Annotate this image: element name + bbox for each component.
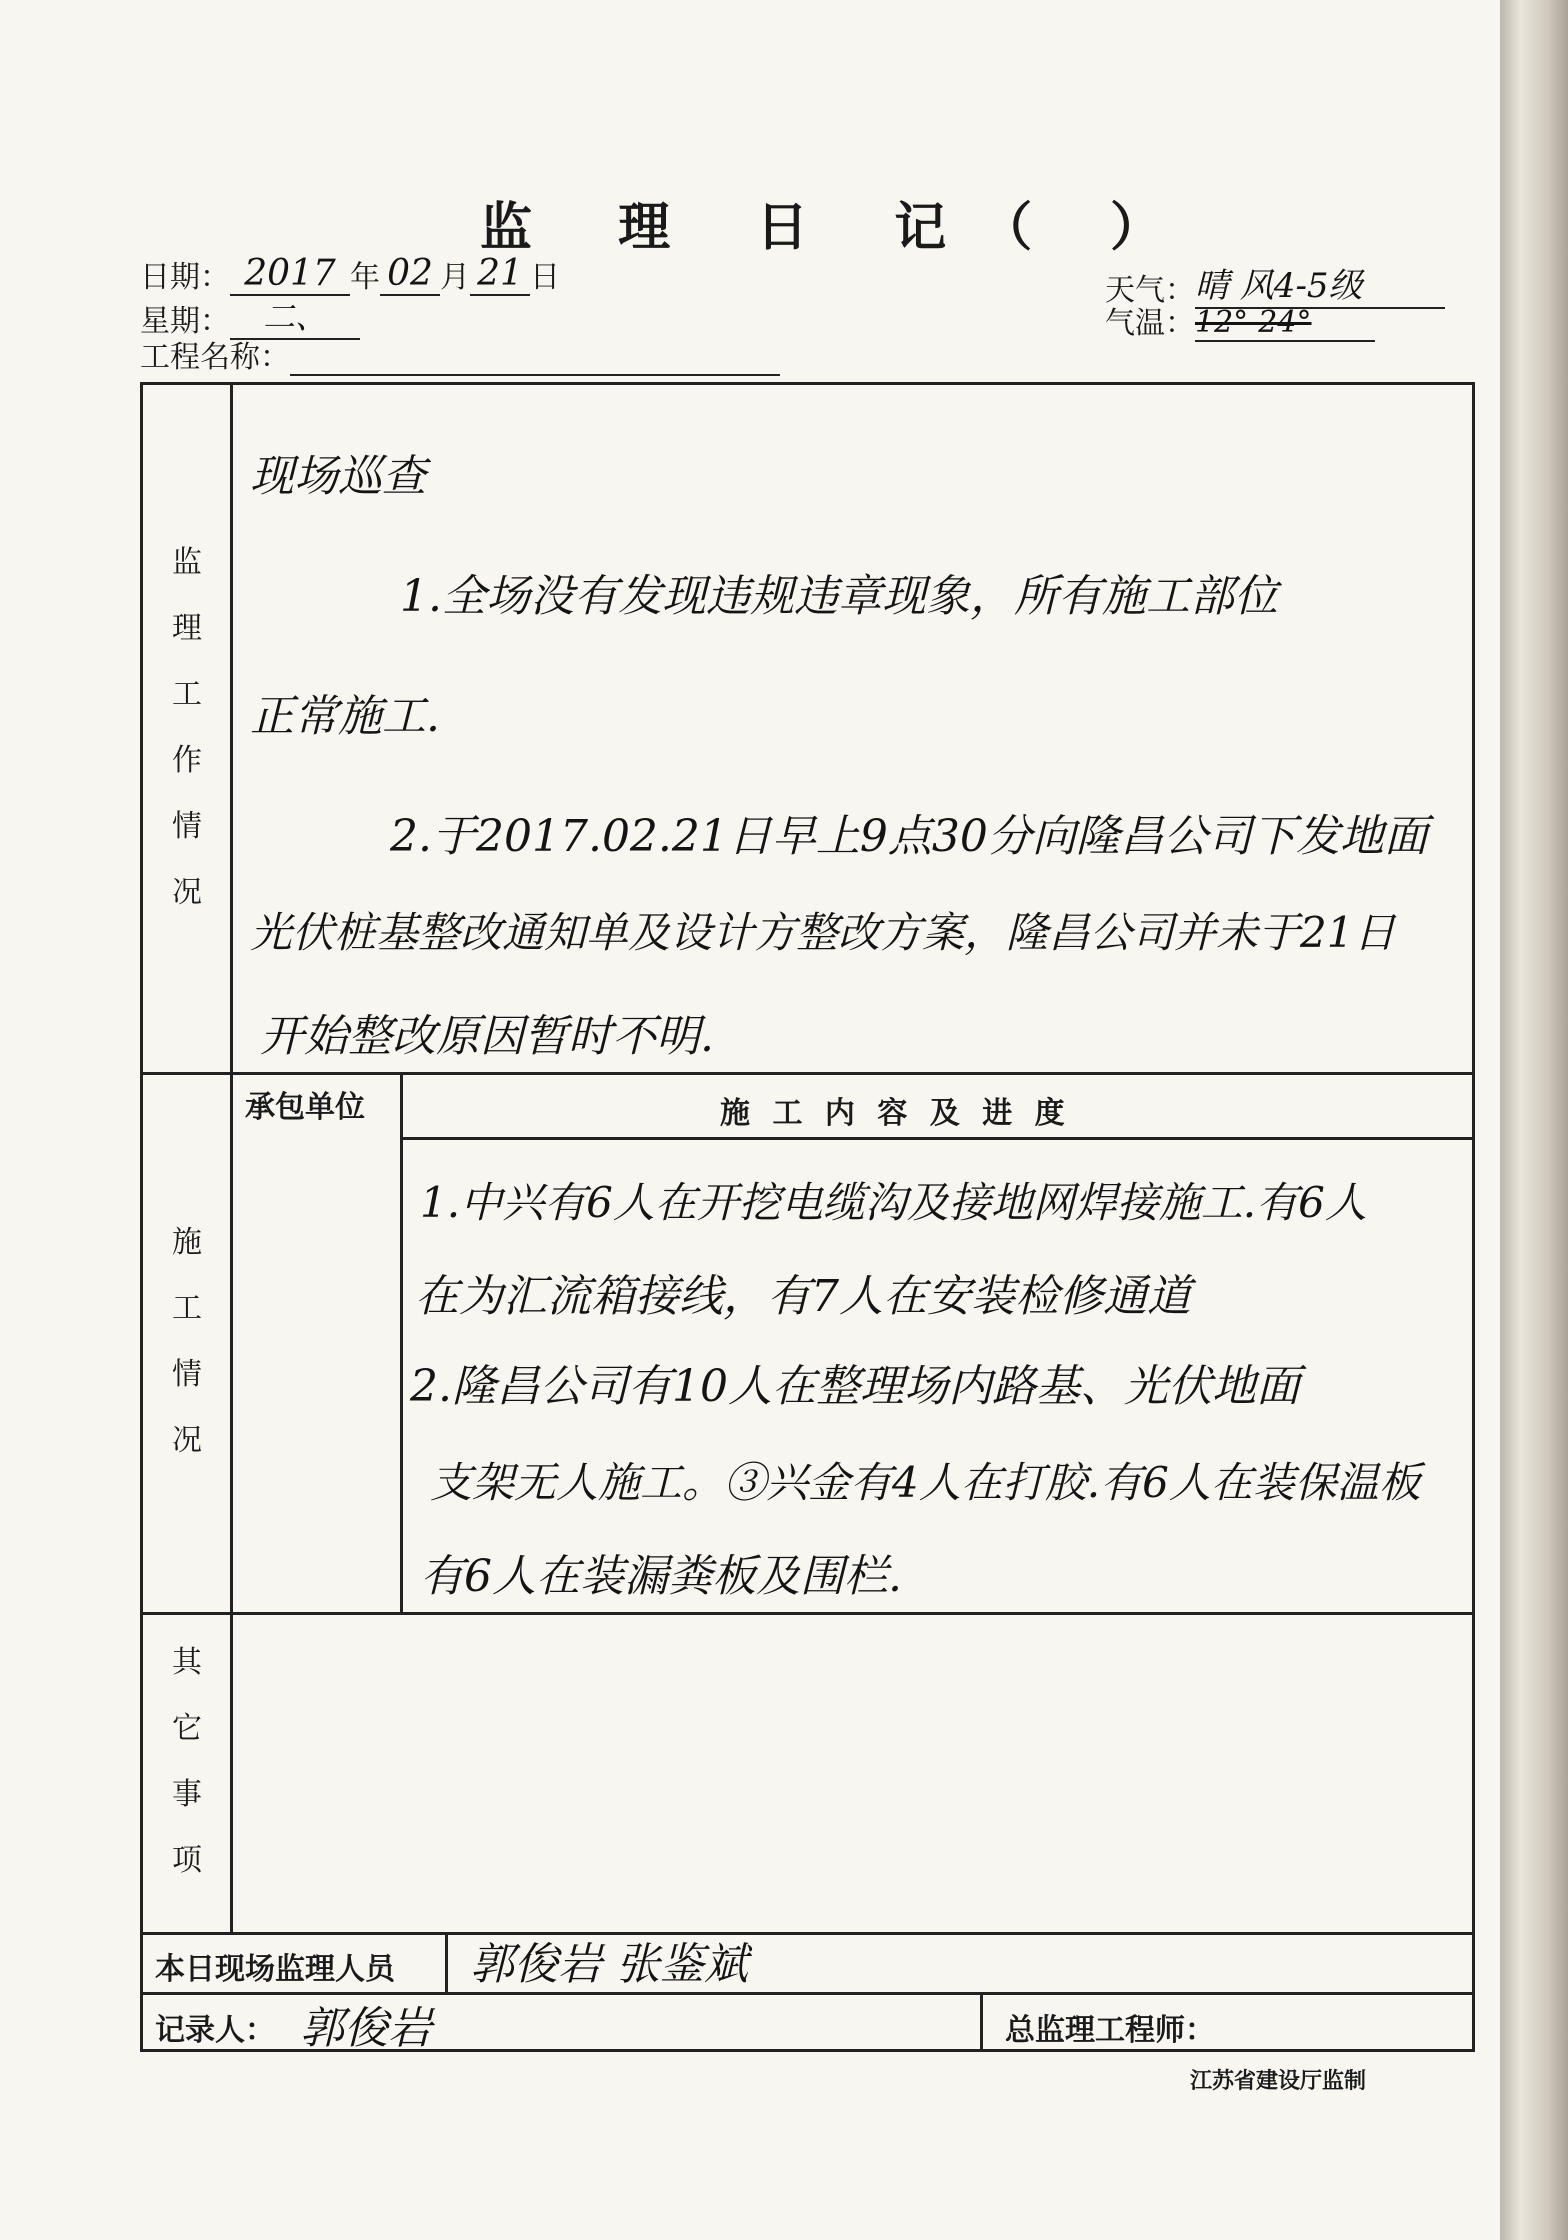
supervision-line: 1.全场没有发现违规违章现象，所有施工部位 — [400, 571, 1278, 622]
project-row — [140, 332, 780, 376]
chief-engineer-label: 总监理工程师： — [1005, 2013, 1215, 2048]
supervision-line: 现场巡查 — [250, 451, 426, 502]
divider-construction-header — [400, 1137, 1475, 1140]
date-row — [140, 252, 560, 296]
date-day: 21 — [470, 253, 530, 296]
supervision-line: 正常施工. — [250, 691, 440, 742]
weekday-value: 二、 — [230, 292, 360, 340]
day-suffix: 日 — [530, 260, 560, 295]
label-char: 它 — [172, 1711, 202, 1746]
label-char: 况 — [172, 875, 202, 910]
label-char: 其 — [172, 1645, 202, 1680]
construction-line: 有6人在装漏粪板及围栏. — [420, 1551, 902, 1602]
date-year: 2017 — [230, 253, 350, 296]
label-char: 项 — [172, 1843, 202, 1878]
label-char: 监 — [172, 545, 202, 580]
temp-row — [1105, 298, 1375, 342]
label-char: 事 — [172, 1777, 202, 1812]
page-title: 监 理 日 记（ — [480, 198, 1067, 258]
supervision-line: 开始整改原因暂时不明. — [260, 1011, 714, 1062]
recorder-divider — [980, 1992, 983, 2052]
recorder-name: 郭俊岩 — [300, 2003, 432, 2054]
project-value-line — [290, 344, 780, 376]
staff-label: 本日现场监理人员 — [155, 1952, 395, 1987]
project-label: 工程名称： — [140, 340, 290, 375]
divider-other — [140, 1932, 1475, 1935]
label-char: 工 — [172, 1291, 202, 1326]
construction-line: 在为汇流箱接线，有7人在安装检修通道 — [415, 1271, 1191, 1322]
staff-label-divider — [445, 1932, 448, 1992]
construction-line: 支架无人施工。③兴金有4人在打胶.有6人在装保温板 — [430, 1458, 1421, 1507]
label-char: 作 — [172, 743, 202, 778]
construction-line: 2.隆昌公司有10人在整理场内路基、光伏地面 — [410, 1361, 1300, 1412]
recorder-label: 记录人： — [155, 2013, 275, 2048]
weekday-label: 星期： — [140, 304, 230, 339]
other-label — [162, 1630, 212, 1894]
weather-label: 天气： — [1105, 273, 1195, 308]
issuer-footer: 江苏省建设厅监制 — [1190, 2069, 1367, 2094]
label-char: 工 — [172, 677, 202, 712]
label-char: 况 — [172, 1423, 202, 1458]
label-column-divider — [230, 382, 233, 1932]
content-header: 施 工 内 容 及 进 度 — [720, 1096, 1071, 1131]
divider-construction — [140, 1612, 1475, 1615]
date-label: 日期： — [140, 260, 230, 295]
temp-label: 气温： — [1105, 306, 1195, 341]
temp-value: 12°-24° — [1195, 305, 1375, 342]
label-char: 理 — [172, 611, 202, 646]
supervision-label — [162, 530, 212, 926]
divider-supervision — [140, 1072, 1475, 1075]
book-page-edge — [1500, 0, 1568, 2240]
staff-names: 郭俊岩 张鉴斌 — [470, 1939, 748, 1990]
contractor-header: 承包单位 — [245, 1090, 365, 1125]
weather-value: 晴 风4-5级 — [1195, 258, 1445, 309]
supervision-line: 光伏桩基整改通知单及设计方整改方案，隆昌公司并未于21日 — [250, 908, 1396, 957]
construction-label — [162, 1210, 212, 1474]
page-title-close: ） — [1110, 198, 1163, 258]
supervision-line: 2.于2017.02.21日早上9点30分向隆昌公司下发地面 — [390, 811, 1428, 862]
construction-line: 1.中兴有6人在开挖电缆沟及接地网焊接施工.有6人 — [420, 1178, 1367, 1227]
label-char: 施 — [172, 1225, 202, 1260]
label-char: 情 — [172, 1357, 202, 1392]
month-suffix: 月 — [440, 260, 470, 295]
label-char: 情 — [172, 809, 202, 844]
year-suffix: 年 — [350, 260, 380, 295]
contractor-column-divider — [400, 1072, 403, 1612]
date-month: 02 — [380, 253, 440, 296]
